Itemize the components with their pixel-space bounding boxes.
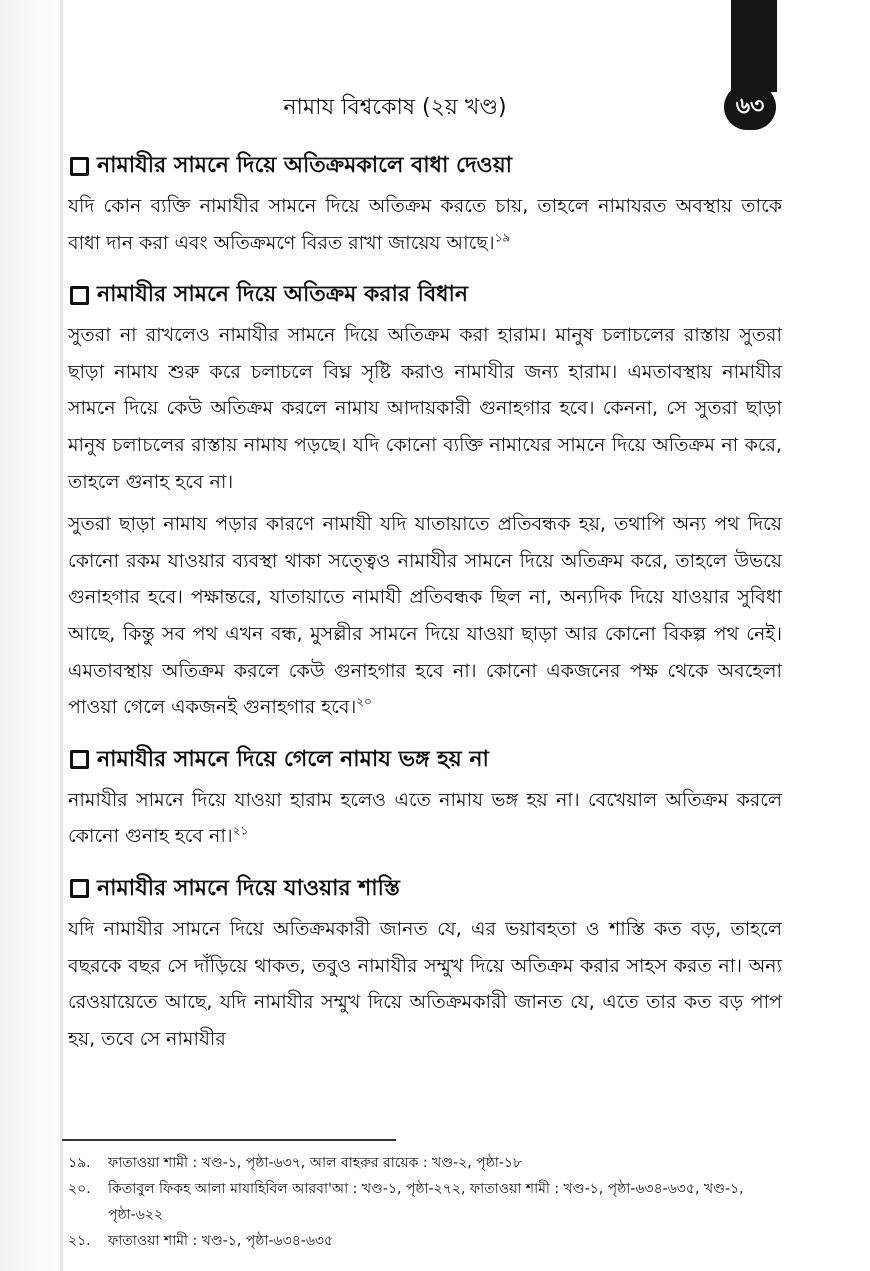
paragraph-text: যদি কোন ব্যক্তি নামাযীর সামনে দিয়ে অতিক্রম করতে চায়, তাহলে নামাযরত অবস্থায় তাকে বাধা দান করা এবং অতিক্রমণে বিরত রাখা জায়েয আছে।	[68, 195, 782, 254]
paragraph-text: নামাযীর সামনে দিয়ে যাওয়া হারাম হলেও এতে নামায ভঙ্গ হয় না। বেখেয়াল অতিক্রম করলে কোনো গুনাহ হবে না।	[68, 788, 782, 848]
paragraph-text: সুতরা না রাখলেও নামাযীর সামনে দিয়ে অতিক্রম করা হারাম। মানুষ চলাচলের রাস্তায় সুতরা ছাড়া নামায শুরু করে চলাচলে বিঘ্ন সৃষ্টি করাও নামাযীর জন্য হারাম। এমতাবস্থায় নামাযীর সামনে দিয়ে কেউ অতিক্রম করলে নামায আদায়কারী গুনাহগার হবে। কেননা, সে সুতরা ছাড়া মানুষ চলাচলের রাস্তায় নামায পড়ছে। যদি কোনো ব্যক্তি নামাযের সামনে দিয়ে অতিক্রম না করে, তাহলে গুনাহ হবে না।	[68, 324, 782, 493]
section-ruling-on-passing	[62, 273, 782, 726]
section-heading-text: নামাযীর সামনে দিয়ে গেলে নামায ভঙ্গ হয় না	[97, 746, 489, 772]
footnote-ref[interactable]: ২১	[232, 823, 249, 838]
footnote-ref[interactable]: ১৯	[494, 230, 511, 245]
footnote-number: ১৯.	[68, 1155, 91, 1171]
footnote-text: কিতাবুল ফিকহ আলা মাযাহিবিল আরবা'আ : খণ্ড-১, পৃষ্ঠা-২৭২, ফাতাওয়া শামী : খণ্ড-১, পৃষ্ঠা-৬৩৪-৬৩৫, খণ্ড-১, পৃষ্ঠা-৬২২	[108, 1181, 744, 1223]
paragraph	[62, 188, 782, 261]
footnote-item	[62, 1176, 782, 1228]
page-binding-shadow	[0, 0, 68, 1271]
chapter-tab	[731, 0, 777, 92]
page-number: ৬৩	[724, 84, 776, 130]
section-punishment	[62, 867, 782, 1057]
checkbox-bullet-icon	[70, 157, 89, 176]
paragraph	[62, 782, 782, 855]
section-heading-text: নামাযীর সামনে দিয়ে যাওয়ার শাস্তি	[97, 875, 400, 901]
section-heading-text: নামাযীর সামনে দিয়ে অতিক্রমকালে বাধা দেওয়া	[97, 153, 513, 178]
paragraph	[62, 506, 782, 726]
section-heading	[62, 273, 782, 317]
checkbox-bullet-icon	[70, 750, 89, 769]
running-head: নামায বিশ্বকোষ (২য় খণ্ড)	[283, 95, 507, 120]
checkbox-bullet-icon	[70, 879, 89, 898]
section-heading	[62, 738, 782, 782]
footnotes	[62, 1150, 782, 1254]
footnote-text: ফাতাওয়া শামী : খণ্ড-১, পৃষ্ঠা-৬৩৪-৬৩৫	[108, 1233, 334, 1249]
section-heading	[62, 144, 782, 188]
footnote-text: ফাতাওয়া শামী : খণ্ড-১, পৃষ্ঠা-৬৩৭, আল বাহরুর রায়েক : খণ্ড-২, পৃষ্ঠা-১৮	[108, 1155, 523, 1171]
checkbox-bullet-icon	[70, 286, 89, 305]
page-body	[62, 144, 782, 1069]
paragraph	[62, 317, 782, 500]
section-prayer-not-broken	[62, 738, 782, 855]
section-heading-text: নামাযীর সামনে দিয়ে অতিক্রম করার বিধান	[97, 282, 469, 308]
section-heading	[62, 867, 782, 911]
paragraph	[62, 911, 782, 1057]
paragraph-text: যদি নামাযীর সামনে দিয়ে অতিক্রমকারী জানত যে, এর ভয়াবহতা ও শাস্তি কত বড়, তাহলে বছরকে বছর সে দাঁড়িয়ে থাকত, তবুও নামাযীর সম্মুখ দিয়ে অতিক্রম করার সাহস করত না। অন্য রেওয়ায়েতে আছে, যদি নামাযীর সম্মুখ দিয়ে অতিক্রমকারী জানত যে, এতে তার কত বড় পাপ হয়, তবে সে নামাযীর	[68, 917, 782, 1050]
section-stopping-passerby	[62, 144, 782, 261]
footnote-ref[interactable]: ২০	[356, 694, 372, 709]
footnote-number: ২১.	[68, 1233, 91, 1249]
paragraph-text: সুতরা ছাড়া নামায পড়ার কারণে নামাযী যদি যাতায়াতে প্রতিবন্ধক হয়, তথাপি অন্য পথ দিয়ে কোনো রকম যাওয়ার ব্যবস্থা থাকা সত্ত্বেও নামাযীর সামনে দিয়ে অতিক্রম করে, তাহলে উভয়ে গুনাহগার হবে। পক্ষান্তরে, যাতায়াতে নামাযী প্রতিবন্ধক ছিল না, অন্যদিক দিয়ে যাওয়ার সুবিধা আছে, কিন্তু সব পথ এখন বন্ধ, মুসল্লীর সামনে দিয়ে যাওয়া ছাড়া আর কোনো বিকল্প পথ নেই। এমতাবস্থায় অতিক্রম করলে কেউ গুনাহগার হবে না। কোনো একজনের পক্ষ থেকে অবহেলা পাওয়া গেলে একজনই গুনাহগার হবে।	[68, 513, 782, 719]
footnote-item	[62, 1150, 782, 1176]
footnote-number: ২০.	[68, 1181, 91, 1197]
footnote-divider	[62, 1139, 396, 1141]
footnote-item	[62, 1228, 782, 1254]
